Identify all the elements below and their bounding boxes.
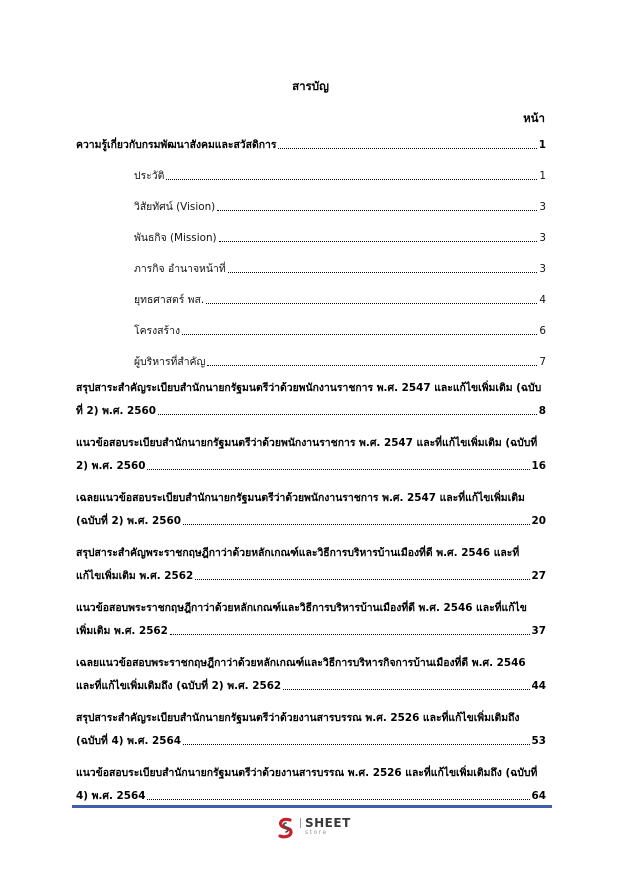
toc-entry[interactable] bbox=[76, 262, 546, 276]
logo-text: SHEET bbox=[300, 818, 351, 828]
toc-entry-text: ภารกิจ อำนาจหน้าที่ bbox=[134, 263, 226, 275]
toc-entry[interactable] bbox=[76, 200, 546, 214]
dot-leader bbox=[206, 302, 537, 304]
dot-leader bbox=[207, 364, 537, 366]
toc-entry-text: สรุปสาระสำคัญระเบียบสำนักนายกรัฐมนตรีว่าด้วยงานสารบรรณ พ.ศ. 2526 และที่แก้ไขเพิ่มเติมถึง bbox=[76, 712, 520, 724]
toc-entry[interactable] bbox=[76, 711, 546, 748]
toc-entry[interactable] bbox=[76, 491, 546, 528]
table-of-contents bbox=[76, 138, 546, 803]
toc-entry-text: สรุปสาระสำคัญพระราชกฤษฎีกาว่าด้วยหลักเกณฑ์และวิธีการบริหารบ้านเมืองที่ดี พ.ศ. 2546 และที่ bbox=[76, 547, 520, 559]
dot-leader bbox=[219, 240, 538, 242]
dot-leader bbox=[147, 798, 529, 800]
dot-leader bbox=[158, 413, 537, 415]
toc-entry[interactable] bbox=[76, 293, 546, 307]
toc-entry-text: ยุทธศาสตร์ พส. bbox=[134, 294, 205, 306]
toc-page-number: 53 bbox=[531, 735, 546, 747]
toc-entry-text: ที่ 2) พ.ศ. 2560 bbox=[76, 405, 156, 417]
toc-entry[interactable] bbox=[76, 436, 546, 473]
toc-entry-text: แก้ไขเพิ่มเติม พ.ศ. 2562 bbox=[76, 570, 194, 582]
toc-entry[interactable] bbox=[76, 381, 546, 418]
toc-page-number: 1 bbox=[539, 170, 546, 182]
page-column-label: หน้า bbox=[523, 111, 545, 125]
toc-entry[interactable] bbox=[76, 138, 546, 152]
toc-entry[interactable] bbox=[76, 601, 546, 638]
toc-entry-text: แนวข้อสอบพระราชกฤษฎีกาว่าด้วยหลักเกณฑ์และวิธีการบริหารบ้านเมืองที่ดี พ.ศ. 2546 และที่แก้ไข bbox=[76, 602, 527, 614]
toc-page-number: 6 bbox=[539, 325, 546, 337]
toc-entry-text: เฉลยแนวข้อสอบพระราชกฤษฎีกาว่าด้วยหลักเกณฑ์และวิธีการบริหารกิจการบ้านเมืองที่ดี พ.ศ. 2546 bbox=[76, 657, 526, 669]
dot-leader bbox=[147, 468, 529, 470]
toc-page-number: 64 bbox=[531, 790, 546, 802]
logo-s-icon bbox=[276, 817, 296, 839]
toc-page-number: 27 bbox=[531, 570, 546, 582]
dot-leader bbox=[228, 271, 538, 273]
sheet-store-logo bbox=[276, 815, 351, 841]
toc-entry-text: แนวข้อสอบระเบียบสำนักนายกรัฐมนตรีว่าด้วยพนักงานราชการ พ.ศ. 2547 และที่แก้ไขเพิ่มเติม (ฉบับที่ bbox=[76, 437, 538, 449]
dot-leader bbox=[182, 333, 537, 335]
toc-entry-text: แนวข้อสอบระเบียบสำนักนายกรัฐมนตรีว่าด้วยงานสารบรรณ พ.ศ. 2526 และที่แก้ไขเพิ่มเติมถึง (ฉบับที่ bbox=[76, 767, 538, 779]
toc-page-number: 8 bbox=[538, 405, 546, 417]
toc-entry-text: ความรู้เกี่ยวกับกรมพัฒนาสังคมและสวัสดิการ bbox=[76, 139, 277, 151]
toc-entry-text: เฉลยแนวข้อสอบระเบียบสำนักนายกรัฐมนตรีว่าด้วยพนักงานราชการ พ.ศ. 2547 และที่แก้ไขเพิ่มเติม bbox=[76, 492, 525, 504]
dot-leader bbox=[183, 743, 530, 745]
toc-entry-text: เพิ่มเติม พ.ศ. 2562 bbox=[76, 625, 168, 637]
toc-entry-text: ผู้บริหารที่สำคัญ bbox=[134, 356, 206, 368]
toc-entry-text: 2) พ.ศ. 2560 bbox=[76, 460, 146, 472]
toc-entry-text: โครงสร้าง bbox=[134, 325, 181, 337]
toc-title: สารบัญ bbox=[292, 79, 329, 93]
toc-entry-text: และที่แก้ไขเพิ่มเติมถึง (ฉบับที่ 2) พ.ศ. 2562 bbox=[76, 680, 282, 692]
toc-entry[interactable] bbox=[76, 766, 546, 803]
footer-rule bbox=[72, 805, 552, 808]
dot-leader bbox=[170, 633, 530, 635]
toc-entry[interactable] bbox=[76, 355, 546, 369]
dot-leader bbox=[283, 688, 529, 690]
toc-entry[interactable] bbox=[76, 169, 546, 183]
toc-entry-text: พันธกิจ (Mission) bbox=[134, 232, 217, 244]
toc-page-number: 1 bbox=[538, 139, 546, 151]
dot-leader bbox=[217, 209, 537, 211]
toc-page-number: 37 bbox=[531, 625, 546, 637]
toc-page-number: 3 bbox=[539, 201, 546, 213]
toc-entry[interactable] bbox=[76, 656, 546, 693]
toc-entry-text: ประวัติ bbox=[134, 170, 165, 182]
toc-entry[interactable] bbox=[76, 231, 546, 245]
toc-entry-text: (ฉบับที่ 2) พ.ศ. 2560 bbox=[76, 515, 181, 527]
dot-leader bbox=[166, 178, 537, 180]
toc-page-number: 7 bbox=[539, 356, 546, 368]
toc-entry[interactable] bbox=[76, 324, 546, 338]
dot-leader bbox=[183, 523, 530, 525]
toc-entry-text: 4) พ.ศ. 2564 bbox=[76, 790, 146, 802]
dot-leader bbox=[195, 578, 529, 580]
toc-page-number: 3 bbox=[539, 263, 546, 275]
toc-entry-text: สรุปสาระสำคัญระเบียบสำนักนายกรัฐมนตรีว่าด้วยพนักงานราชการ พ.ศ. 2547 และแก้ไขเพิ่มเติม (ฉบับ bbox=[76, 382, 542, 394]
dot-leader bbox=[278, 147, 536, 149]
toc-page-number: 3 bbox=[539, 232, 546, 244]
toc-page-number: 16 bbox=[531, 460, 546, 472]
toc-page-number: 44 bbox=[531, 680, 546, 692]
toc-entry[interactable] bbox=[76, 546, 546, 583]
toc-page-number: 20 bbox=[531, 515, 546, 527]
toc-entry-text: (ฉบับที่ 4) พ.ศ. 2564 bbox=[76, 735, 181, 747]
logo-subtext: store bbox=[305, 829, 328, 836]
toc-entry-text: วิสัยทัศน์ (Vision) bbox=[134, 201, 216, 213]
toc-page-number: 4 bbox=[539, 294, 546, 306]
